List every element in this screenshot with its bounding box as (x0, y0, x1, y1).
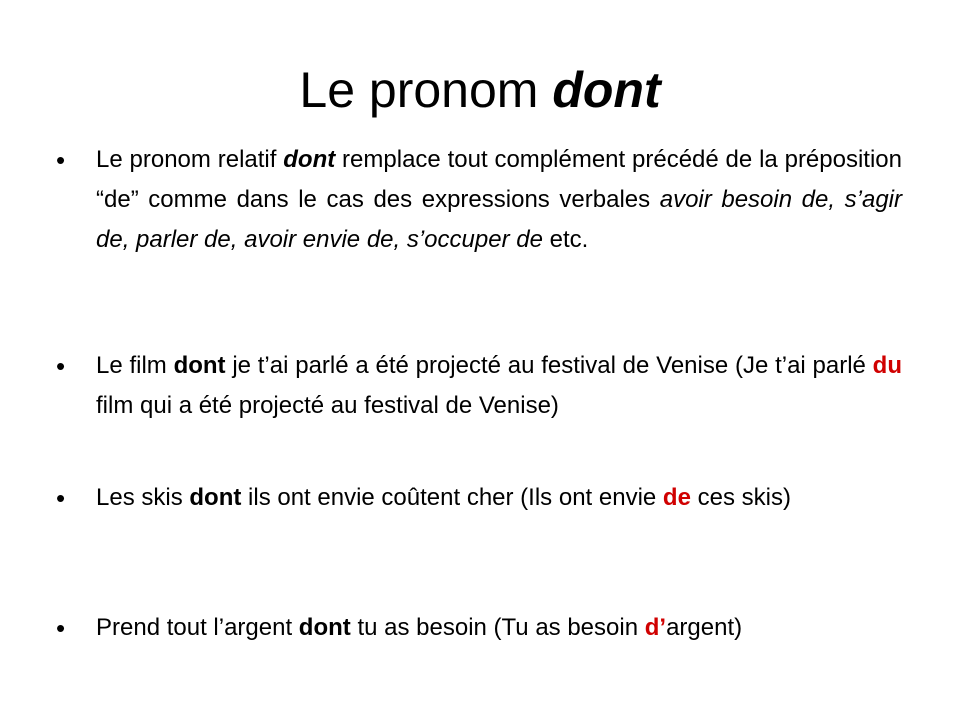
bullet-3-part-1: Les skis (96, 484, 190, 511)
bullet-dot: • (56, 613, 66, 643)
slide-title (0, 58, 960, 122)
bullet-1-part-1: Le pronom relatif (96, 146, 284, 173)
bullet-3-part-5: ces skis) (690, 484, 791, 511)
bullet-2-part-1: Le film (96, 352, 174, 379)
bullet-4-keyword: dont (298, 614, 351, 641)
bullet-dot: • (56, 145, 66, 175)
bullet-4-highlight: d’ (644, 614, 667, 641)
bullet-1-expressions: avoir besoin de, s’agir de, parler de, avoir envie de, s’occuper de (96, 186, 902, 253)
bullet-3-highlight: de (662, 484, 691, 511)
slide-title-keyword: dont (552, 62, 661, 118)
bullet-dot: • (56, 351, 66, 381)
bullet-2-part-3: je t’ai parlé a été projecté au festival de Venise (Je t’ai parlé (225, 352, 873, 379)
bullet-text-3 (96, 478, 902, 518)
bullet-4-part-1: Prend tout l’argent (96, 614, 299, 641)
bullet-4-part-5: argent) (666, 614, 743, 641)
bullet-1-part-3: remplace tout complément précédé de la préposition “de” comme dans le cas des expressions verbales (96, 146, 903, 213)
bullet-3-keyword: dont (189, 484, 242, 511)
bullet-4-part-3: tu as besoin (Tu as besoin (350, 614, 645, 641)
bullet-2-part-5: film qui a été projecté au festival de Venise) (96, 392, 559, 419)
bullet-text-2 (96, 346, 902, 426)
slide-title-prefix: Le pronom (299, 62, 553, 118)
bullet-text-4 (96, 608, 902, 648)
bullet-2-highlight: du (872, 352, 902, 379)
bullet-1-keyword: dont (283, 146, 336, 173)
bullet-dot: • (56, 483, 66, 513)
bullet-2-keyword: dont (173, 352, 226, 379)
bullet-3-part-3: ils ont envie coûtent cher (Ils ont envie (241, 484, 663, 511)
bullet-1-part-5: etc. (542, 226, 589, 253)
bullet-text-1 (96, 140, 902, 260)
